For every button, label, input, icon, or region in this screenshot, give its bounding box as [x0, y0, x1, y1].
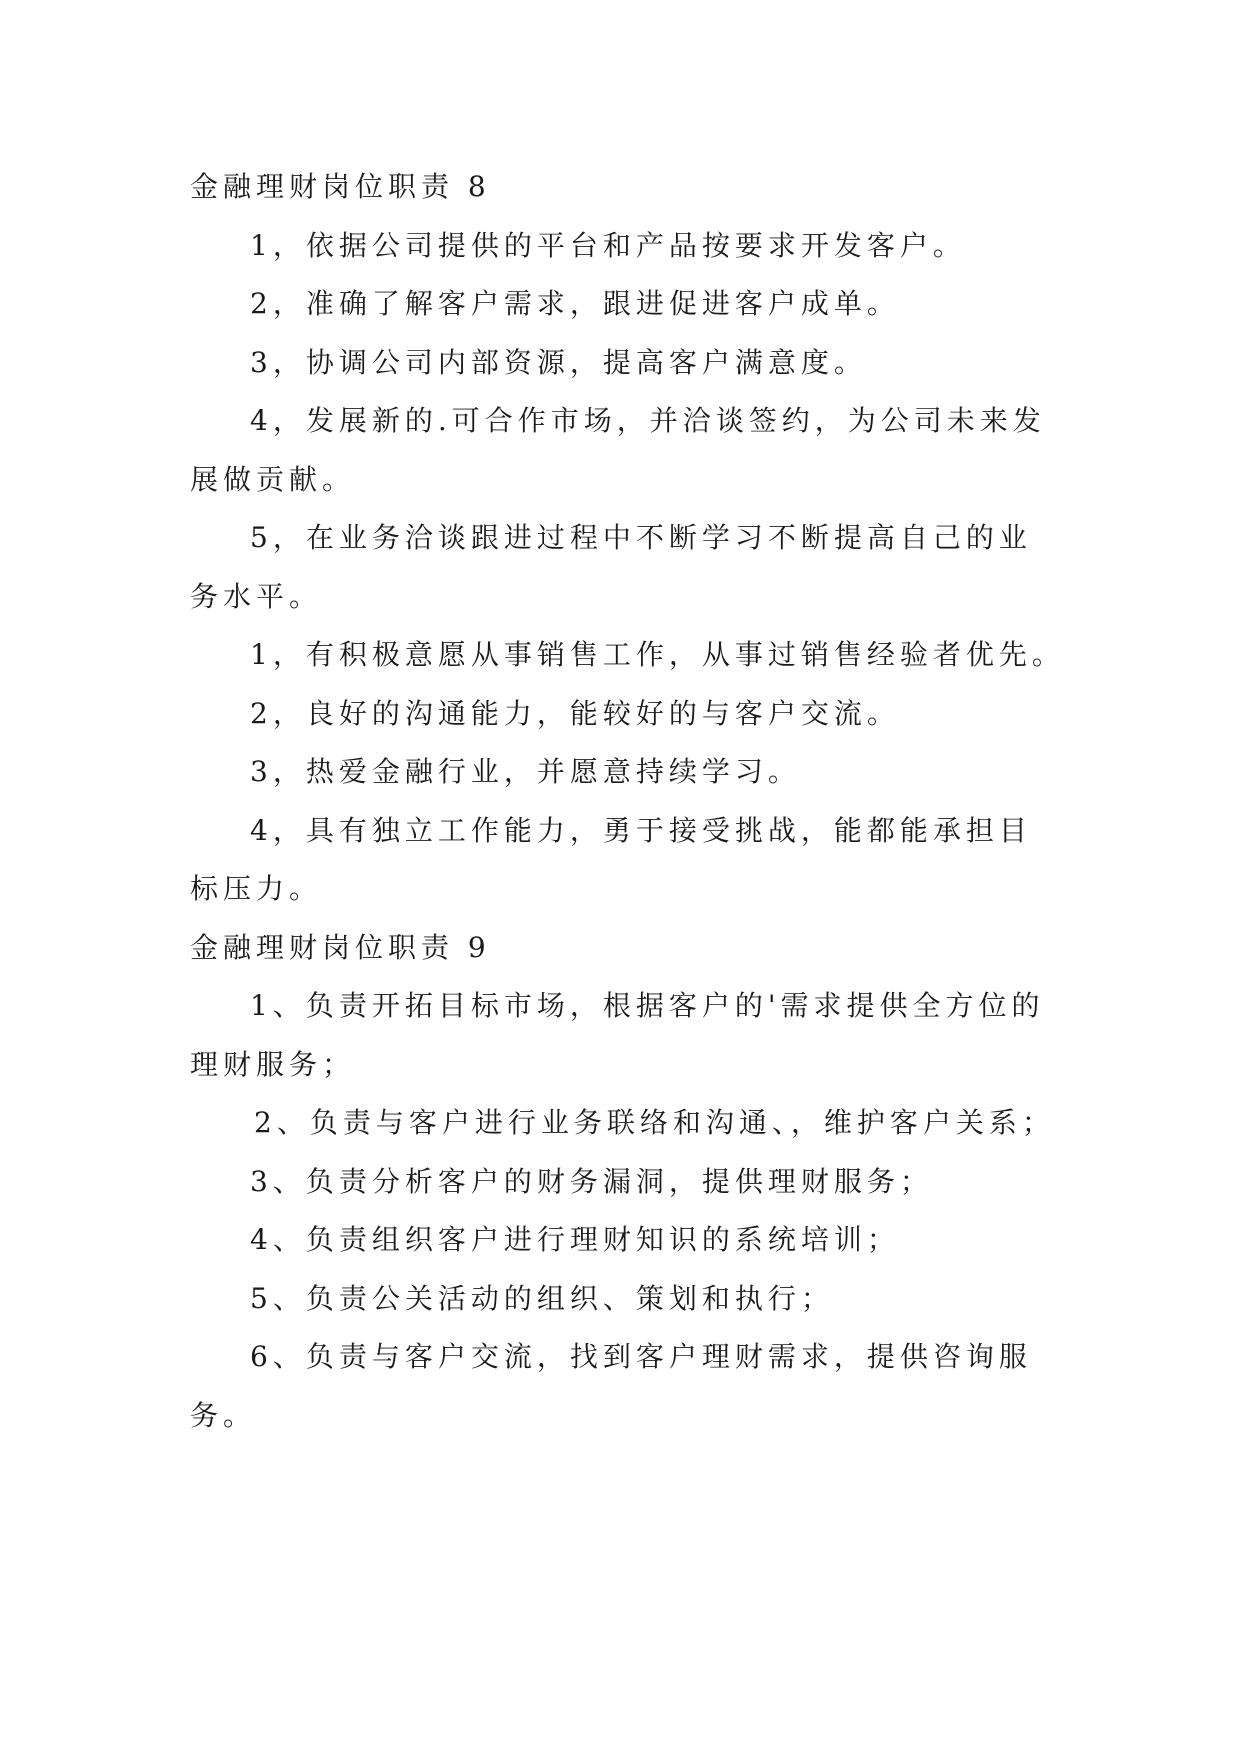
paragraph-line: 标压力。	[190, 872, 323, 905]
paragraph-line: 务。	[190, 1398, 257, 1432]
section-heading: 金融理财岗位职责 8	[190, 170, 491, 203]
paragraph-line: 6、负责与客户交流，找到客户理财需求，提供咨询服	[250, 1340, 1032, 1373]
paragraph-line: 3，热爱金融行业，并愿意持续学习。	[250, 755, 801, 788]
paragraph-line: 2、负责与客户进行业务联络和沟通、，维护客户关系；	[254, 1106, 1055, 1139]
paragraph-line: 4，发展新的.可合作市场，并洽谈签约，为公司未来发	[250, 404, 1046, 437]
paragraph-line: 5、负责公关活动的组织、策划和执行；	[250, 1281, 834, 1315]
paragraph-line: 理财服务；	[190, 1047, 356, 1081]
paragraph-line: 1，依据公司提供的平台和产品按要求开发客户。	[250, 228, 966, 262]
paragraph-line: 3，协调公司内部资源，提高客户满意度。	[250, 345, 867, 379]
paragraph-line: 2，准确了解客户需求，跟进促进客户成单。	[250, 287, 900, 320]
paragraph-line: 4，具有独立工作能力，勇于接受挑战，能都能承担目	[250, 813, 1032, 847]
document-body	[190, 158, 1070, 1445]
paragraph-line: 5，在业务洽谈跟进过程中不断学习不断提高自己的业	[250, 521, 1032, 554]
paragraph-line: 务水平。	[190, 579, 323, 613]
paragraph-line: 4、负责组织客户进行理财知识的系统培训；	[250, 1223, 900, 1256]
paragraph-line: 2，良好的沟通能力，能较好的与客户交流。	[250, 696, 900, 730]
section-heading: 金融理财岗位职责 9	[190, 930, 491, 964]
paragraph-line: 1，有积极意愿从事销售工作，从事过销售经验者优先。	[250, 638, 1065, 671]
paragraph-line: 展做贡献。	[190, 462, 356, 496]
paragraph-line: 3、负责分析客户的财务漏洞，提供理财服务；	[250, 1164, 933, 1198]
paragraph-line: 1、负责开拓目标市场，根据客户的'需求提供全方位的	[250, 989, 1045, 1022]
